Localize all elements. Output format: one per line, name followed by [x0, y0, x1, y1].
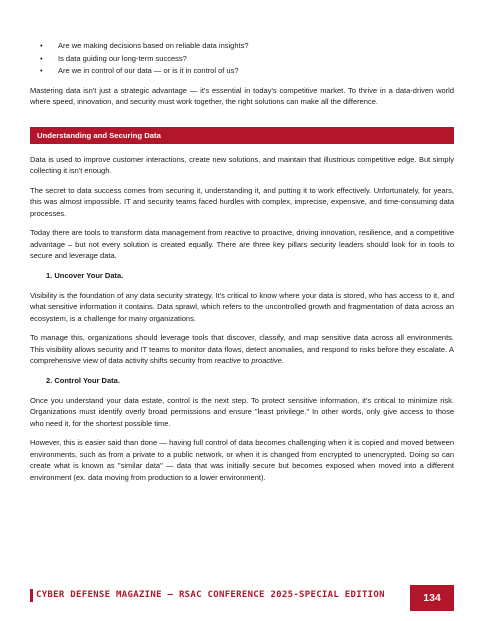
page-content [30, 40, 454, 491]
magazine-title: CYBER DEFENSE MAGAZINE – RSAC CONFERENCE 2025-SPECIAL EDITION [36, 590, 385, 600]
bullet-icon: • [40, 66, 43, 75]
paragraph-however: However, this is easier said than done — having full control of data becomes challenging when it is copied and moved between environments, such as from a private to a public network, or when it is changed from encrypted to unencrypted. Doing so can create what is known as "similar data" — data that was initially secure but becomes exposed when moved into a different environment (ex. data moving from production to a lower environment). [30, 438, 454, 482]
list-item: • Is data guiding our long-term success? [40, 53, 454, 66]
bullet-icon: • [40, 41, 43, 50]
bullet-icon: • [40, 53, 43, 63]
list-item: • Are we in control of our data — or is it in control of us? [40, 65, 454, 78]
footer-accent-bar [30, 589, 33, 602]
subheading-control: 2. Control Your Data. [46, 375, 120, 385]
paragraph-today: Today there are tools to transform data management from reactive to proactive, driving innovation, resilience, and a competitive advantage – but not every solution is created equally. There are three key pillars security leaders should look for in tools to secure and leverage data. [30, 228, 454, 260]
page-number: 134 [410, 585, 454, 611]
question-list [30, 40, 454, 78]
paragraph-manage: To manage this, organizations should leverage tools that discover, classify, and map sensitive data across all environments. This visibility allows security and IT teams to monitor data flows, detect anomalies, and respond to risks before they escalate. A comprehensive view of data activity shifts security from reactive to proactive. [30, 333, 454, 365]
page-footer [30, 585, 454, 611]
list-item: • Are we making decisions based on reliable data insights? [40, 40, 454, 53]
paragraph-visibility: Visibility is the foundation of any data security strategy. It's critical to know where your data is stored, who has access to it, and what sensitive information it contains. Data sprawl, which refers to the uncontrolled growth and fragmentation of data across an ecosystem, is a challenge for many organizations. [30, 290, 454, 323]
paragraph-data-used: Data is used to improve customer interactions, create new solutions, and maintain that illustrious competitive edge. But simply collecting it isn't enough. [30, 154, 454, 175]
paragraph-control: Once you understand your data estate, control is the next step. To protect sensitive information, it's critical to minimize risk. Organizations must identify overly broad permissions and ensure "least privilege." In other words, only give access to those who need it, for the shortest possible time. [30, 395, 454, 428]
section-heading: Understanding and Securing Data [30, 127, 454, 144]
paragraph-secret: The secret to data success comes from securing it, understanding it, and putting it to work effectively. Unfortunately, for years, this was almost impossible. IT and security teams faced hurdles with complex, imprecise, expensive, and time-consuming data processes. [30, 185, 454, 218]
subheading-uncover: 1. Uncover Your Data. [46, 270, 124, 280]
paragraph-mastering: Mastering data isn't just a strategic advantage — it's essential in today's competitive market. To thrive in a data-driven world where speed, innovation, and security must work together, the right solutions can make all the difference. [30, 85, 454, 106]
